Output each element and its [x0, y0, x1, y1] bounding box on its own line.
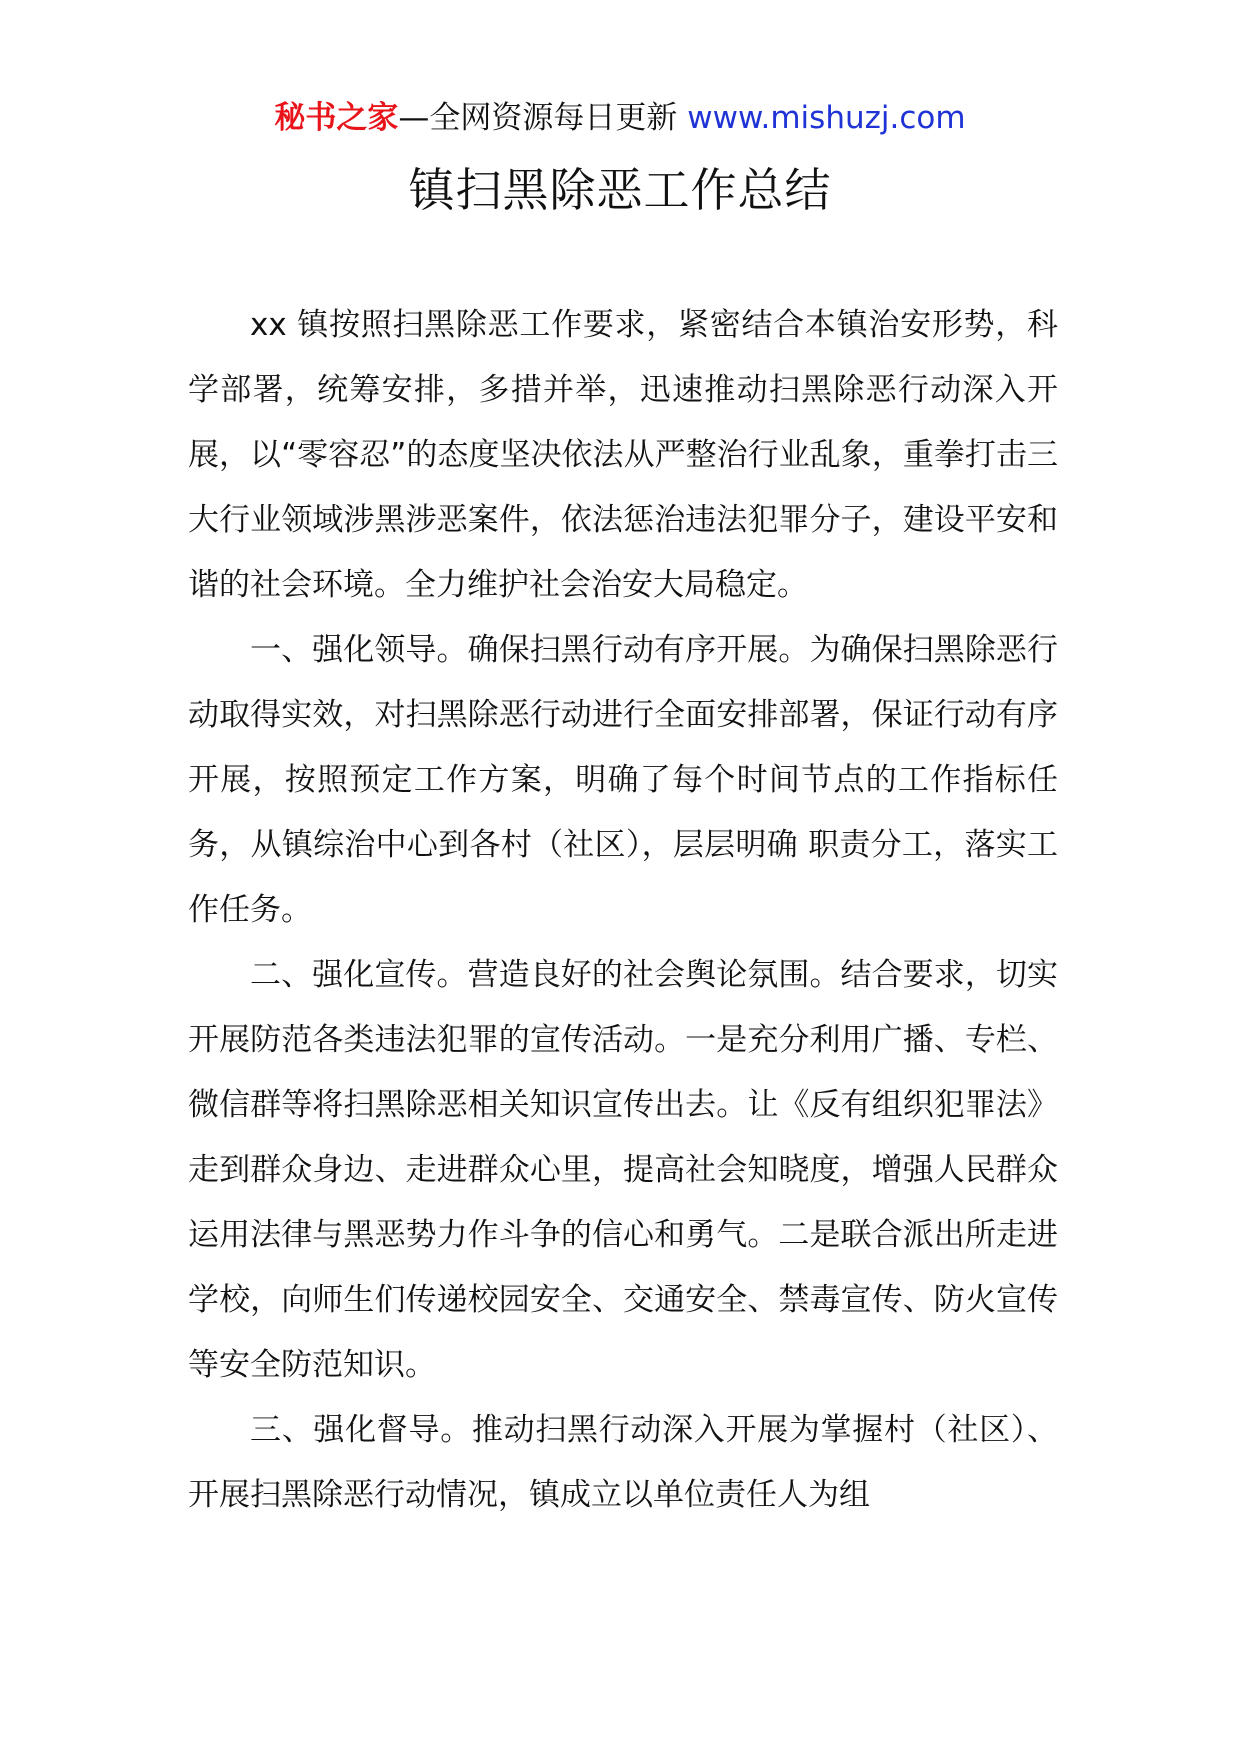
website-link[interactable]: www.mishuzj.com [687, 100, 966, 136]
document-body [188, 293, 1058, 1528]
header-slogan: —全网资源每日更新 [398, 100, 688, 136]
paragraph-intro: xx 镇按照扫黑除恶工作要求，紧密结合本镇治安形势，科学部署，统筹安排，多措并举，迅速推动扫黑除恶行动深入开展，以“零容忍”的态度坚决依法从严整治行业乱象，重拳打击三大行业领域涉黑涉恶案件，依法惩治违法犯罪分子，建设平安和谐的社会环境。全力维护社会治安大局稳定。 [188, 307, 1058, 603]
brand-name: 秘书之家 [274, 100, 399, 136]
document-title: 镇扫黑除恶工作总结 [408, 163, 832, 217]
paragraph-section-3: 三、强化督导。推动扫黑行动深入开展为掌握村（社区）、开展扫黑除恶行动情况，镇成立以单位责任人为组 [188, 1412, 1058, 1513]
paragraph-section-1: 一、强化领导。确保扫黑行动有序开展。为确保扫黑除恶行动取得实效，对扫黑除恶行动进行全面安排部署，保证行动有序开展，按照预定工作方案，明确了每个时间节点的工作指标任务，从镇综治中心到各村（社区），层层明确 职责分工，落实工作任务。 [188, 632, 1058, 928]
page-header [0, 98, 1240, 138]
paragraph-section-2: 二、强化宣传。营造良好的社会舆论氛围。结合要求，切实开展防范各类违法犯罪的宣传活动。一是充分利用广播、专栏、微信群等将扫黑除恶相关知识宣传出去。让《反有组织犯罪法》走到群众身边、走进群众心里，提高社会知晓度，增强人民群众运用法律与黑恶势力作斗争的信心和勇气。二是联合派出所走进学校，向师生们传递校园安全、交通安全、禁毒宣传、防火宣传等安全防范知识。 [188, 957, 1058, 1383]
